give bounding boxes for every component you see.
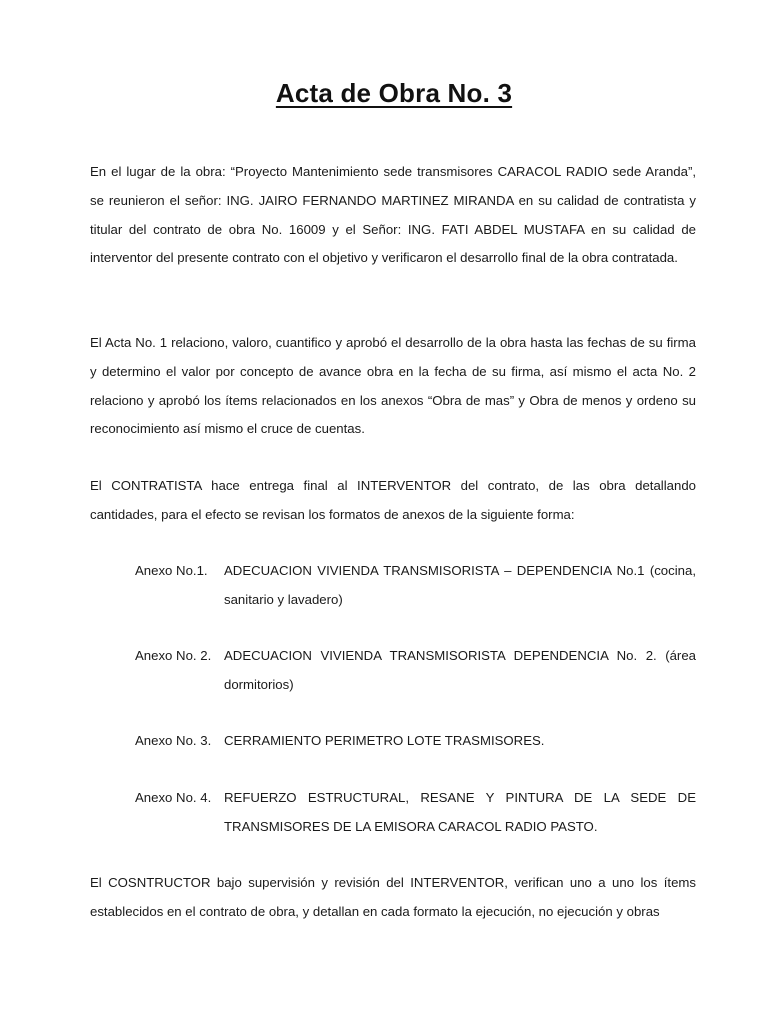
annex-description: ADECUACION VIVIENDA TRANSMISORISTA DEPENDENCIA No. 2. (área dormitorios)	[224, 648, 696, 692]
annex-label: Anexo No. 4.	[135, 790, 212, 805]
paragraph-meeting-intro: En el lugar de la obra: “Proyecto Mantenimiento sede transmisores CARACOL RADIO sede Aranda”, se reunieron el señor: ING. JAIRO FERNANDO MARTINEZ MIRANDA en su calidad de contratista y titular del contrato de obra No. 16009 y el Señor: ING. FATI ABDEL MUSTAFA en su calidad de interventor del presente contrato con el objetivo y verificaron el desarrollo final de la obra contratada.	[90, 164, 696, 266]
annex-description: ADECUACION VIVIENDA TRANSMISORISTA – DEPENDENCIA No.1 (cocina, sanitario y lavadero)	[224, 563, 696, 607]
annex-label: Anexo No. 2.	[135, 648, 212, 663]
annex-description: CERRAMIENTO PERIMETRO LOTE TRASMISORES.	[224, 733, 545, 748]
paragraph-previous-acts: El Acta No. 1 relaciono, valoro, cuantifico y aprobó el desarrollo de la obra hasta las fechas de su firma y determino el valor por concepto de avance obra en la fecha de su firma, así mismo el acta No. 2 relaciono y aprobó los ítems relacionados en los anexos “Obra de mas” y Obra de menos y ordeno su reconocimiento así mismo el cruce de cuentas.	[90, 335, 696, 437]
annex-label: Anexo No.1.	[135, 563, 208, 578]
annex-description: REFUERZO ESTRUCTURAL, RESANE Y PINTURA DE LA SEDE DE TRANSMISORES DE LA EMISORA CARACOL RADIO PASTO.	[224, 790, 696, 834]
document-title: Acta de Obra No. 3	[275, 78, 513, 108]
annex-label: Anexo No. 3.	[135, 733, 212, 748]
paragraph-delivery: El CONTRATISTA hace entrega final al INTERVENTOR del contrato, de las obra detallando cantidades, para el efecto se revisan los formatos de anexos de la siguiente forma:	[90, 478, 696, 522]
paragraph-verification: El COSNTRUCTOR bajo supervisión y revisión del INTERVENTOR, verifican uno a uno los ítems establecidos en el contrato de obra, y detallan en cada formato la ejecución, no ejecución y obras	[90, 875, 696, 919]
